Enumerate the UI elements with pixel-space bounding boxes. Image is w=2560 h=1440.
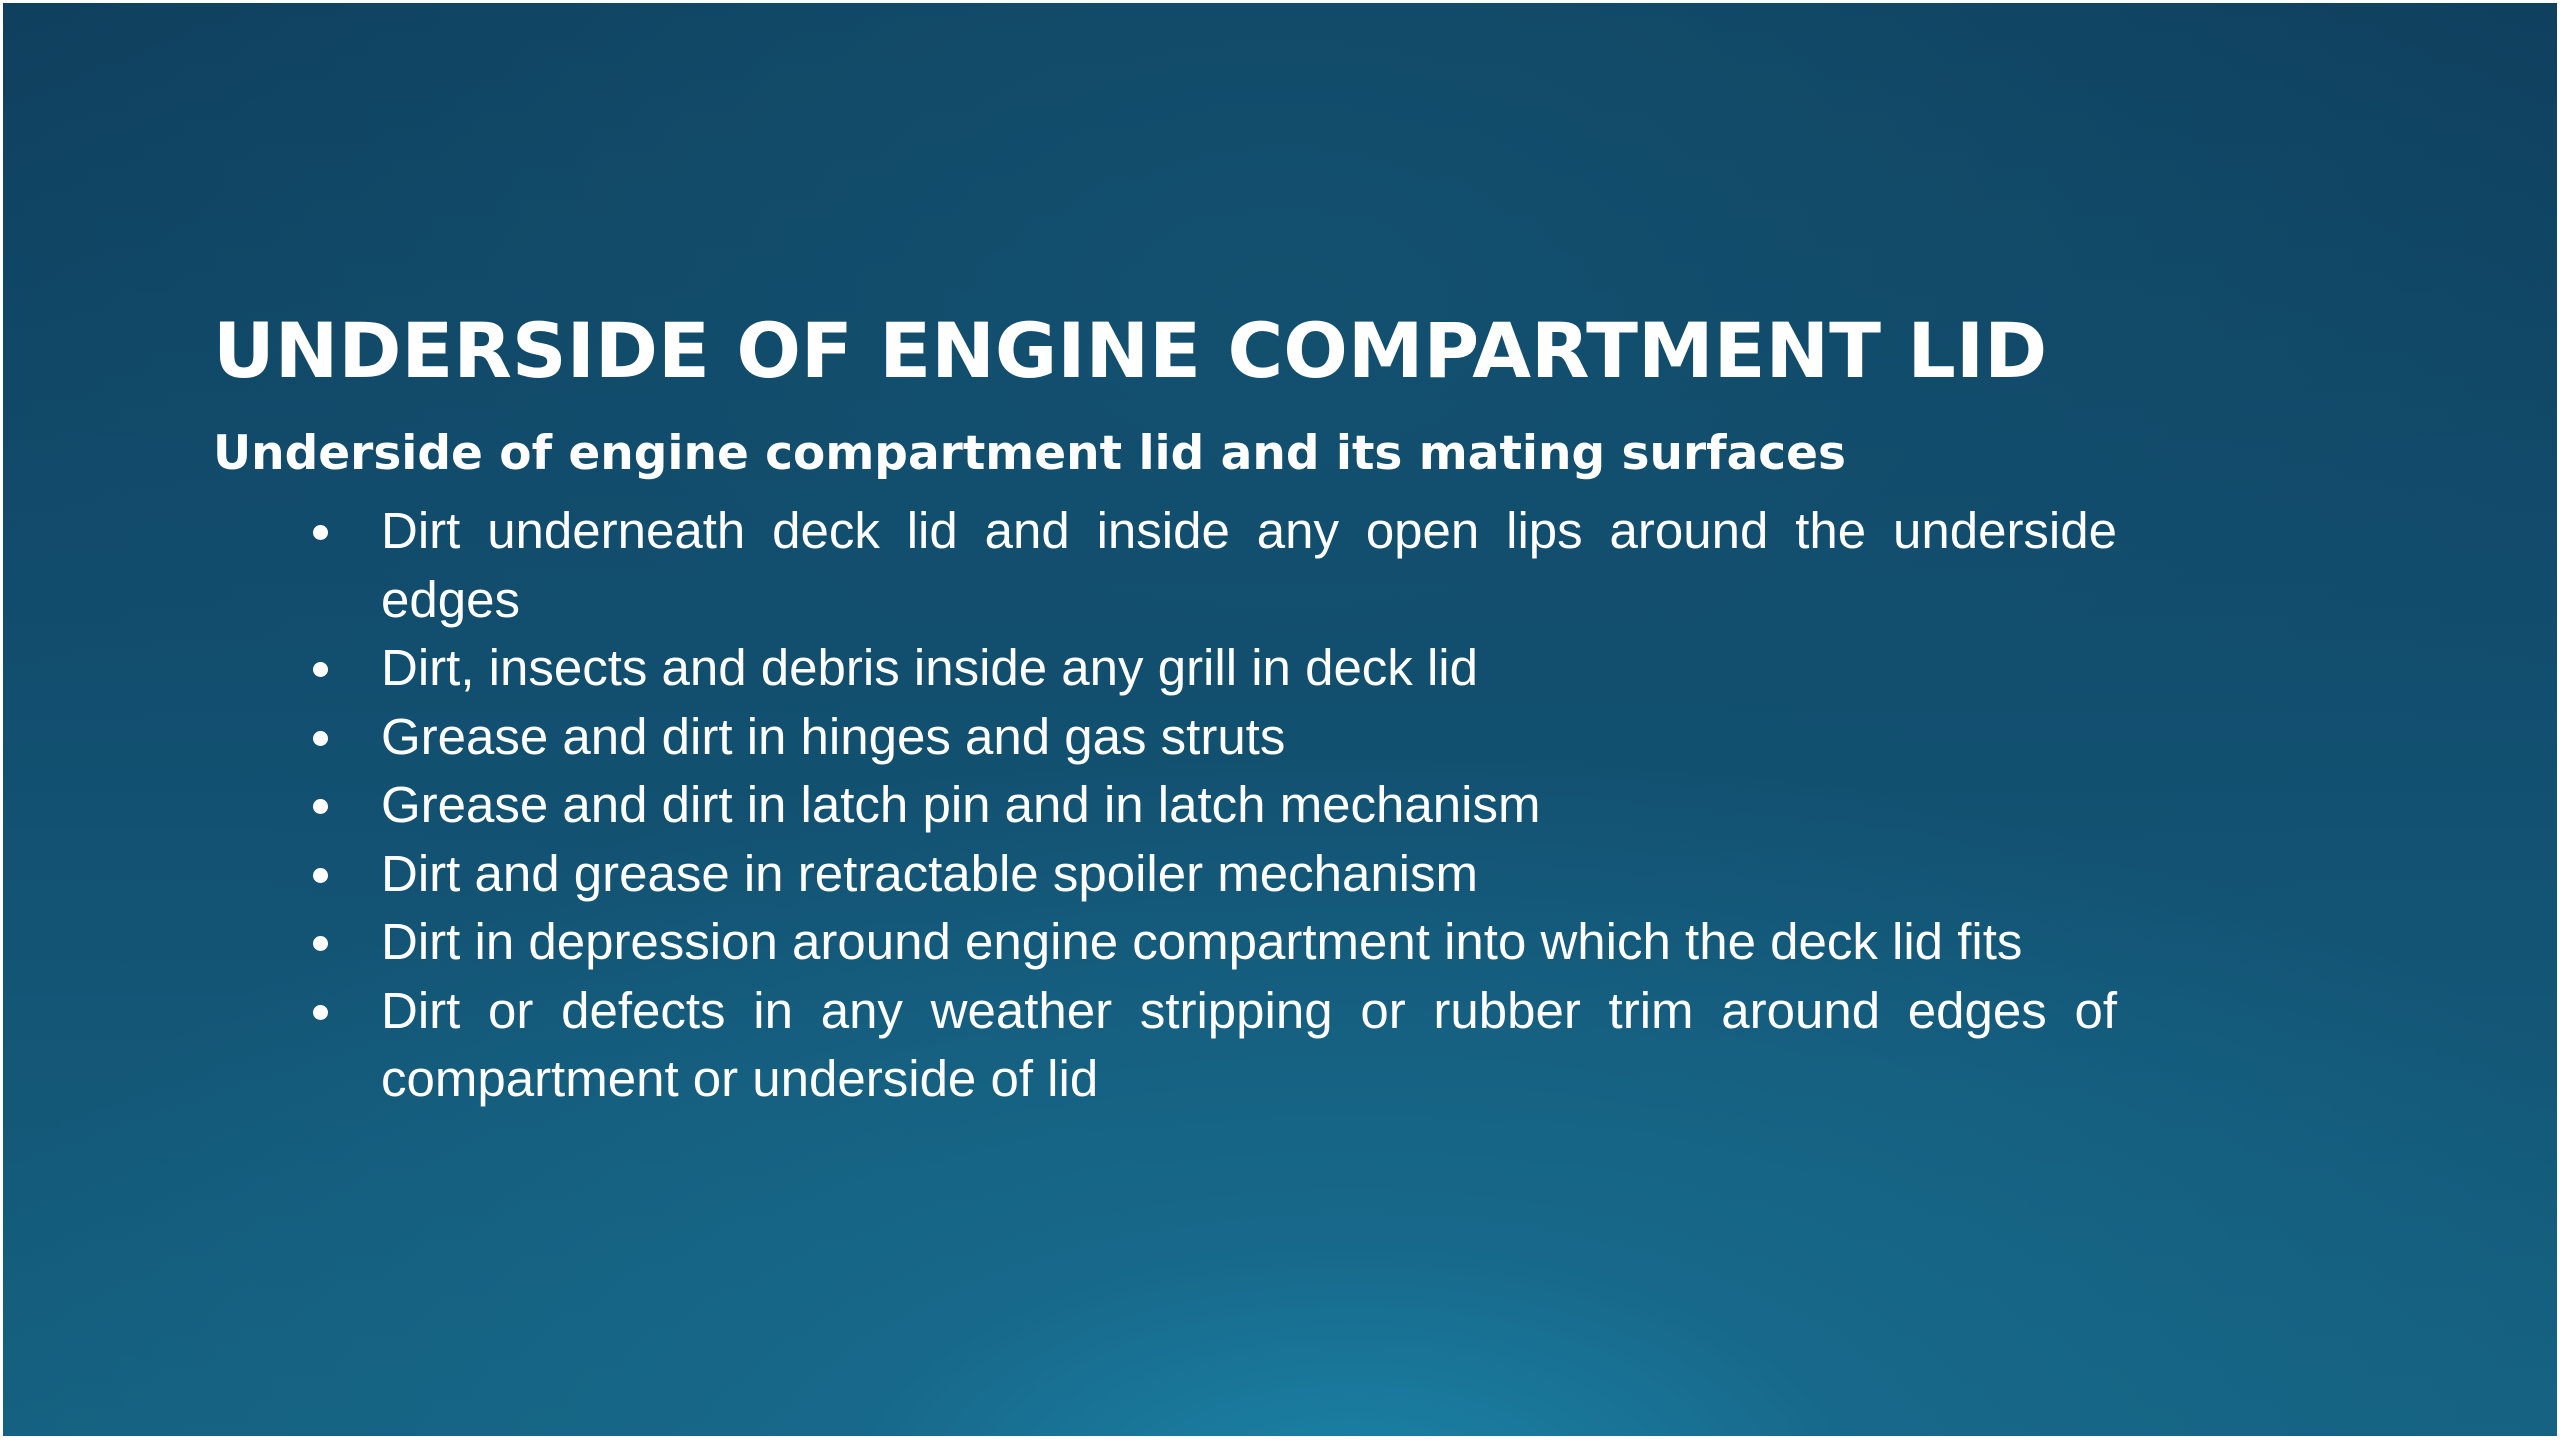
bullet-icon [313,868,328,883]
bullet-icon [313,936,328,951]
slide-title: UNDERSIDE OF ENGINE COMPARTMENT LID [213,306,2048,395]
bullet-text: Grease and dirt in latch pin and in latch mechanism [381,776,1541,833]
bullet-item [213,497,2117,634]
bullet-item [213,908,2117,977]
bullet-text: Dirt, insects and debris inside any grill in deck lid [381,639,1478,696]
bullet-text: Dirt and grease in retractable spoiler mechanism [381,844,1478,902]
bullet-list [213,497,2283,1114]
bullet-text: Dirt underneath deck lid and inside any open lips around the underside edges [381,502,2117,628]
bullet-icon [313,799,328,814]
bullet-text: Dirt in depression around engine compartment into which the deck lid fits [381,913,2023,970]
bullet-icon [313,1005,328,1020]
bullet-item [213,840,2117,909]
bullet-icon [313,662,328,677]
bullet-item [213,634,2117,703]
slide-subtitle: Underside of engine compartment lid and its mating surfaces [213,426,1846,481]
bullet-icon [313,525,328,540]
bullet-icon [313,731,328,746]
slide [3,3,2557,1436]
bullet-item [213,771,2117,840]
bullet-text: Grease and dirt in hinges and gas struts [381,707,1286,765]
bullet-item [213,703,2117,772]
bullet-text: Dirt or defects in any weather stripping or rubber trim around edges of compartment or underside of lid [381,981,2117,1107]
slide-content [213,303,2283,1114]
bullet-item [213,977,2117,1114]
